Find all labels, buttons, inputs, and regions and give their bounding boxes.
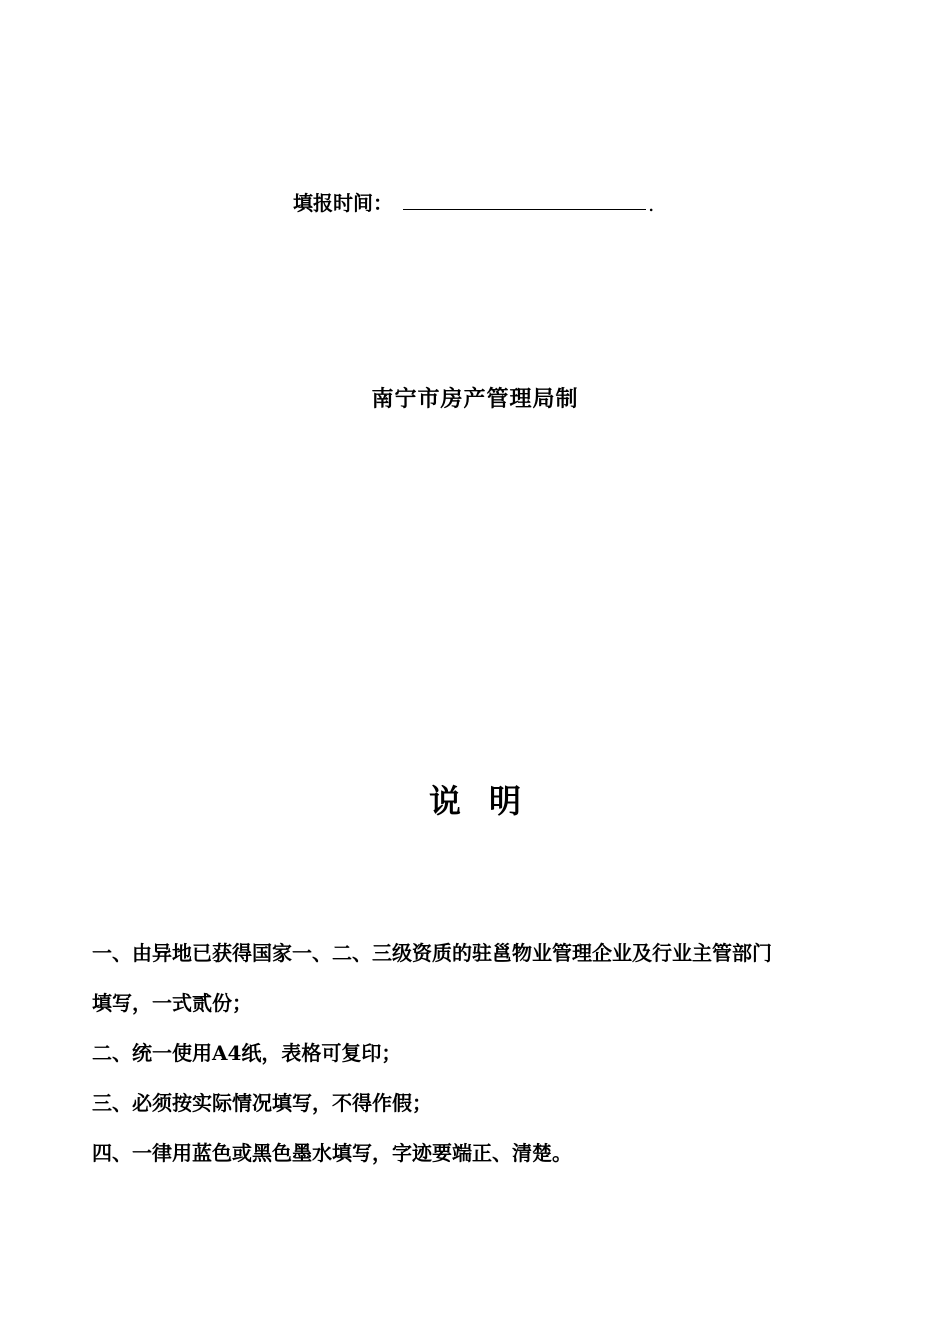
notes-item: 二、统一使用A4纸，表格可复印； — [92, 1041, 402, 1065]
notes-item: 三、必须按实际情况填写，不得作假； — [92, 1091, 432, 1115]
notes-item: 四、一律用蓝色或黑色墨水填写，字迹要端正、清楚。 — [92, 1141, 572, 1165]
fill-time-label: 填报时间： — [293, 191, 393, 215]
fill-time-row — [293, 186, 673, 216]
issuer-line: 南宁市房产管理局制 — [371, 386, 579, 412]
fill-time-blank[interactable] — [403, 191, 646, 210]
notes-item: 填写，一式贰份； — [92, 991, 252, 1015]
notes-item: 一、由异地已获得国家一、二、三级资质的驻邕物业管理企业及行业主管部门 — [92, 941, 772, 965]
notes-list — [92, 928, 867, 1178]
fill-time-end-mark: . — [648, 192, 655, 216]
notes-title: 说明 — [428, 782, 549, 820]
